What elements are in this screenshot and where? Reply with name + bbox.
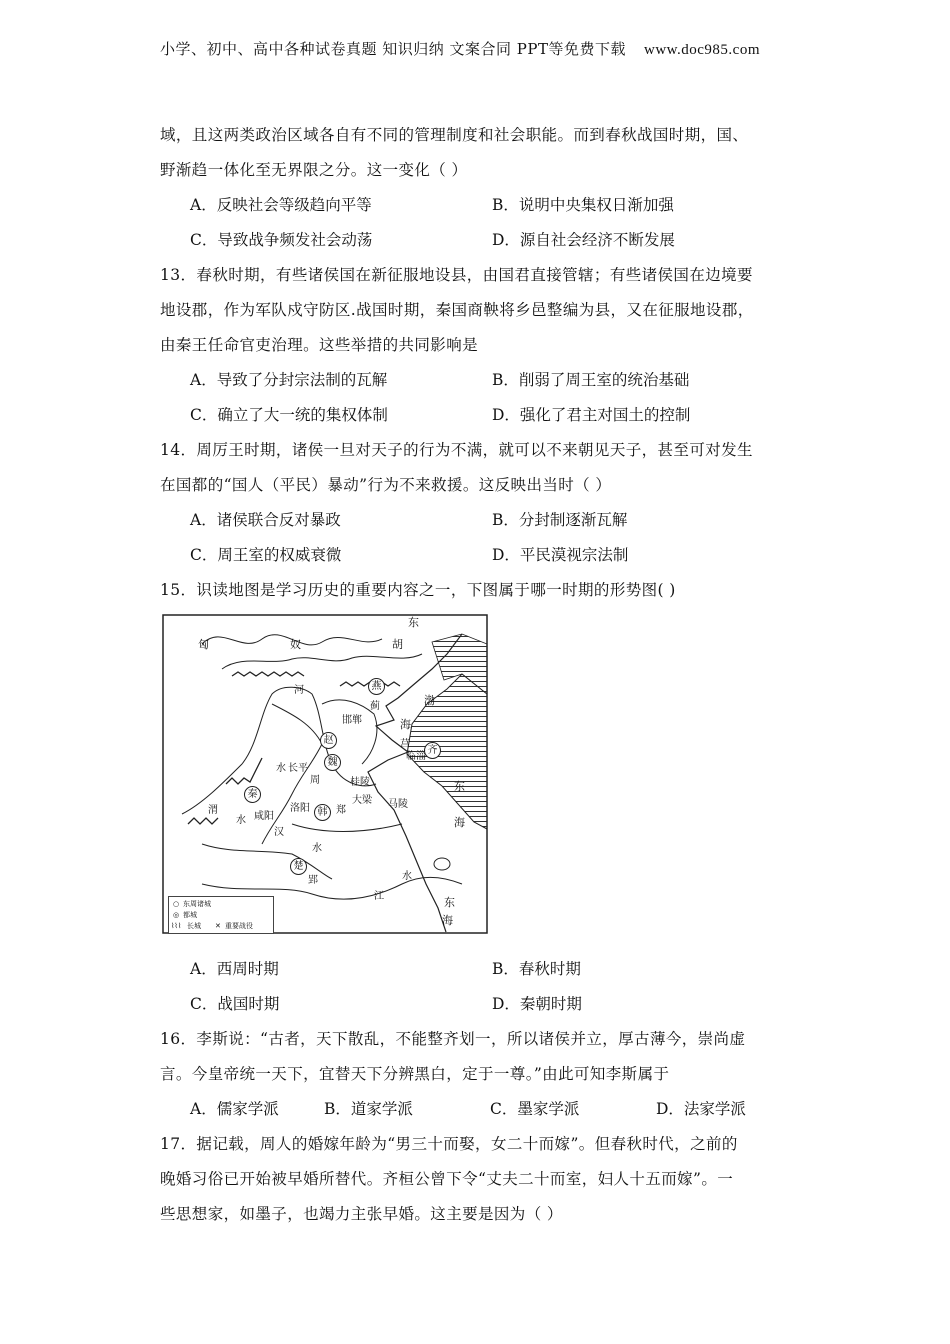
option-a[interactable]: A．西周时期 (190, 960, 279, 978)
question-text-line: 14．周厉王时期，诸侯一旦对天子的行为不满，就可以不来朝见天子，甚至可对发生 (160, 441, 753, 459)
option-row (160, 952, 800, 987)
region-label: 奴 (290, 638, 301, 651)
legend-wall-icon: ⌇⌇⌇ (171, 922, 182, 930)
water-label: 渤 (424, 694, 435, 707)
water-label: 海 (454, 816, 465, 829)
option-a[interactable]: A．反映社会等级趋向平等 (190, 196, 372, 214)
question-12 (160, 118, 800, 258)
question-13 (160, 258, 800, 433)
battle-label: 桂陵 (350, 777, 370, 788)
option-d[interactable]: D．强化了君主对国土的控制 (492, 406, 691, 424)
region-label: 匈 (198, 638, 209, 651)
question-text-line: 在国都的“国人（平民）暴动”行为不来救援。这反映出当时（ ） (160, 476, 612, 494)
region-label: 胡 (392, 638, 403, 651)
option-c[interactable]: C．周王室的权威衰微 (190, 546, 342, 564)
question-text-line: 域，且这两类政治区域各自有不同的管理制度和社会职能。而到春秋战国时期，国、 (160, 126, 749, 144)
water-label: 水 (276, 763, 286, 774)
header-title: 小学、初中、高中各种试卷真题 知识归纳 文案合同 PPT等免费下载 (160, 40, 626, 58)
state-chu: 楚 (290, 858, 307, 875)
option-d[interactable]: D．秦朝时期 (492, 995, 582, 1013)
city-label: 郑 (336, 805, 346, 816)
city-label: 临淄 (406, 751, 426, 762)
option-a[interactable]: A．儒家学派 (190, 1100, 279, 1118)
question-text-line: 由秦王任命官吏治理。这些举措的共同影响是 (160, 336, 479, 354)
option-row (160, 363, 800, 398)
question-16 (160, 1022, 800, 1127)
legend-label: 东周诸城 (183, 900, 211, 908)
region-label: 东 (408, 616, 419, 629)
city-label: 郢 (308, 875, 318, 886)
city-label: 莒 (400, 739, 410, 750)
water-label: 水 (402, 871, 412, 882)
map-legend (168, 896, 274, 934)
option-row (160, 1092, 800, 1127)
state-zhao: 赵 (320, 732, 337, 749)
legend-city-icon: ○ (173, 900, 180, 908)
option-b[interactable]: B．道家学派 (324, 1100, 413, 1118)
water-label: 渭 (208, 805, 218, 816)
legend-capital-icon: ◎ (173, 911, 180, 919)
option-row (160, 188, 800, 223)
option-a[interactable]: A．导致了分封宗法制的瓦解 (190, 371, 388, 389)
battle-label: 马陵 (388, 799, 408, 810)
city-label: 大梁 (352, 795, 372, 806)
question-15 (160, 573, 800, 1022)
option-c[interactable]: C．墨家学派 (490, 1100, 580, 1118)
water-label: 江 (374, 891, 384, 902)
option-b[interactable]: B．分封制逐渐瓦解 (492, 511, 628, 529)
option-b[interactable]: B．说明中央集权日渐加强 (492, 196, 674, 214)
option-d[interactable]: D．源自社会经济不断发展 (492, 231, 675, 249)
question-text-line: 地设郡，作为军队戍守防区.战国时期，秦国商鞅将乡邑整编为县，又在征服地设郡， (160, 301, 754, 319)
question-14 (160, 433, 800, 573)
option-c[interactable]: C．确立了大一统的集权体制 (190, 406, 388, 424)
water-label: 海 (442, 914, 453, 927)
question-text-line: 17．据记载，周人的婚嫁年龄为“男三十而娶，女二十而嫁”。但春秋时代，之前的 (160, 1135, 738, 1153)
question-text-line: 晚婚习俗已开始被早婚所替代。齐桓公曾下令“丈夫二十而室，妇人十五而嫁”。一 (160, 1170, 734, 1188)
city-label: 蓟 (370, 701, 380, 712)
option-c[interactable]: C．导致战争频发社会动荡 (190, 231, 373, 249)
city-label: 周 (310, 775, 320, 786)
question-text-line: 些思想家，如墨子，也竭力主张早婚。这主要是因为（ ） (160, 1205, 563, 1223)
state-qi: 齐 (424, 742, 441, 759)
city-label: 咸阳 (254, 811, 274, 822)
city-label: 洛阳 (290, 803, 310, 814)
option-d[interactable]: D．平民漠视宗法制 (492, 546, 629, 564)
battle-label: 长平 (288, 763, 308, 774)
question-text-line: 16．李斯说：“古者，天下散乱，不能整齐划一，所以诸侯并立，厚古薄今，崇尚虚 (160, 1030, 746, 1048)
city-label: 邯郸 (342, 715, 362, 726)
state-yan: 燕 (368, 678, 385, 695)
question-17 (160, 1127, 800, 1232)
page-header (160, 38, 760, 59)
warring-states-map (162, 614, 490, 936)
option-b[interactable]: B．削弱了周王室的统治基础 (492, 371, 690, 389)
legend-label: 长城 (187, 922, 201, 930)
state-han: 韩 (314, 804, 331, 821)
water-label: 水 (236, 815, 246, 826)
legend-label: 都城 (183, 911, 197, 919)
option-c[interactable]: C．战国时期 (190, 995, 280, 1013)
question-text-line: 15．识读地图是学习历史的重要内容之一，下图属于哪一时期的形势图( ) (160, 581, 676, 599)
option-row (160, 987, 800, 1022)
legend-label: 重要战役 (225, 922, 253, 930)
option-row (160, 223, 800, 258)
state-wei: 魏 (324, 754, 341, 771)
water-label: 河 (294, 685, 304, 696)
option-row (160, 503, 800, 538)
map-drawing (162, 614, 490, 936)
water-label: 东 (454, 780, 465, 793)
water-label: 水 (312, 843, 322, 854)
water-label: 东 (444, 896, 455, 909)
option-a[interactable]: A．诸侯联合反对暴政 (190, 511, 341, 529)
question-text-line: 13．春秋时期，有些诸侯国在新征服地设县，由国君直接管辖；有些诸侯国在边境要 (160, 266, 753, 284)
header-site[interactable]: www.doc985.com (644, 42, 761, 58)
option-row (160, 538, 800, 573)
question-text-line: 言。今皇帝统一天下，宜替天下分辨黑白，定于一尊。”由此可知李斯属于 (160, 1065, 670, 1083)
question-content (160, 118, 800, 1232)
water-label: 汉 (274, 827, 284, 838)
option-d[interactable]: D．法家学派 (656, 1100, 746, 1118)
state-qin: 秦 (244, 786, 261, 803)
legend-battle-icon: ✕ (215, 922, 221, 930)
option-b[interactable]: B．春秋时期 (492, 960, 581, 978)
water-label: 海 (400, 718, 411, 731)
question-text-line: 野渐趋一体化至无界限之分。这一变化（ ） (160, 161, 468, 179)
option-row (160, 398, 800, 433)
